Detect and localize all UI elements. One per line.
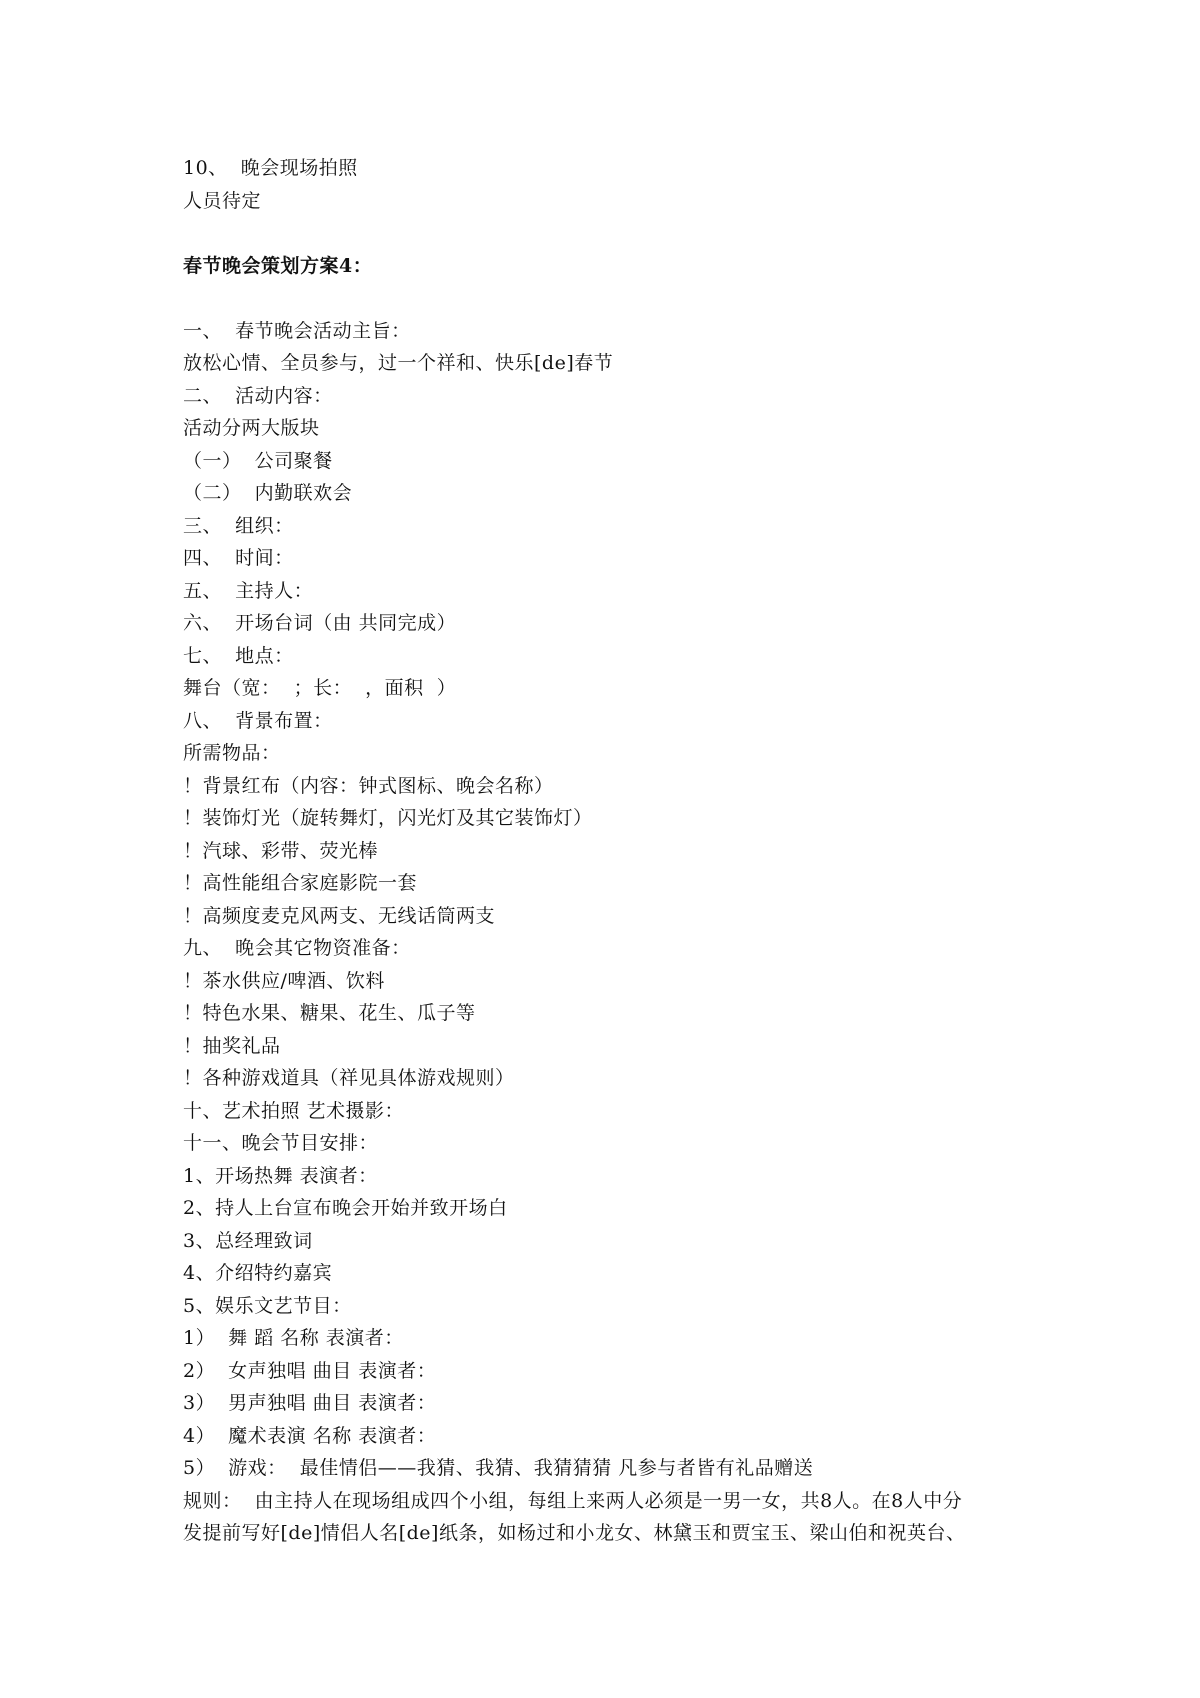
text-line: 舞台（宽： ；长： ，面积 ） [183,677,457,699]
list-item: ！汽球、彩带、荧光棒 [183,839,379,862]
list-item: ！高性能组合家庭影院一套 [183,872,418,894]
list-item: 1、开场热舞 表演者： [183,1164,378,1187]
list-item: 3、总经理致词 [183,1229,313,1252]
list-item: 3） 男声独唱 曲目 表演者： [183,1392,437,1414]
list-item: 5、娱乐文艺节目： [183,1294,352,1317]
text-line: （二） 内勤联欢会 [183,482,353,504]
text-line: 规则： 由主持人在现场组成四个小组，每组上来两人必须是一男一女，共8人。在8人中分 [183,1489,963,1512]
list-item: ！特色水果、糖果、花生、瓜子等 [183,1002,476,1024]
document-body [183,152,1043,1550]
text-line: 三、 组织： [183,514,294,537]
text-line: 六、 开场台词（由 共同完成） [183,612,457,634]
list-item: 4） 魔术表演 名称 表演者： [183,1424,437,1447]
text-line: 一、 春节晚会活动主旨： [183,319,411,342]
list-item: 4、介绍特约嘉宾 [183,1262,333,1284]
list-item: ！装饰灯光（旋转舞灯，闪光灯及其它装饰灯） [183,807,593,829]
list-item: ！茶水供应/啤酒、饮料 [183,969,385,992]
list-item: ！背景红布（内容：钟式图标、晚会名称） [183,774,554,797]
text-line: 发提前写好[de]情侣人名[de]纸条，如杨过和小龙女、林黛玉和贾宝玉、梁山伯和祝英台、 [183,1522,966,1544]
text-line: 二、 活动内容： [183,384,333,407]
text-line: 五、 主持人： [183,579,314,602]
blank-line [183,282,1043,315]
text-line: 人员待定 [183,189,262,212]
list-item: 5） 游戏： 最佳情侣——我猜、我猜、我猜猜猜 凡参与者皆有礼品赠送 [183,1457,814,1479]
text-line: 活动分两大版块 [183,417,320,439]
text-line: 十一、晚会节目安排： [183,1132,379,1154]
list-item: 1） 舞 蹈 名称 表演者： [183,1327,404,1349]
text-line: 七、 地点： [183,644,294,667]
text-line: （一） 公司聚餐 [183,449,333,472]
list-item: 2、持人上台宣布晚会开始并致开场白 [183,1197,508,1219]
list-item: 2） 女声独唱 曲目 表演者： [183,1359,437,1382]
text-line: 八、 背景布置： [183,709,333,732]
list-item: ！各种游戏道具（祥见具体游戏规则） [183,1067,515,1089]
text-line: 放松心情、全员参与，过一个祥和、快乐[de]春节 [183,352,614,374]
text-line: 10、 晚会现场拍照 [183,157,358,179]
text-line: 十、艺术拍照 艺术摄影： [183,1099,405,1122]
list-item: ！抽奖礼品 [183,1034,281,1057]
section-heading: 春节晚会策划方案4： [183,254,373,277]
text-line: 所需物品： [183,742,281,764]
blank-line [183,217,1043,250]
text-line: 四、 时间： [183,547,294,569]
list-item: ！高频度麦克风两支、无线话筒两支 [183,904,496,927]
text-line: 九、 晚会其它物资准备： [183,937,411,959]
